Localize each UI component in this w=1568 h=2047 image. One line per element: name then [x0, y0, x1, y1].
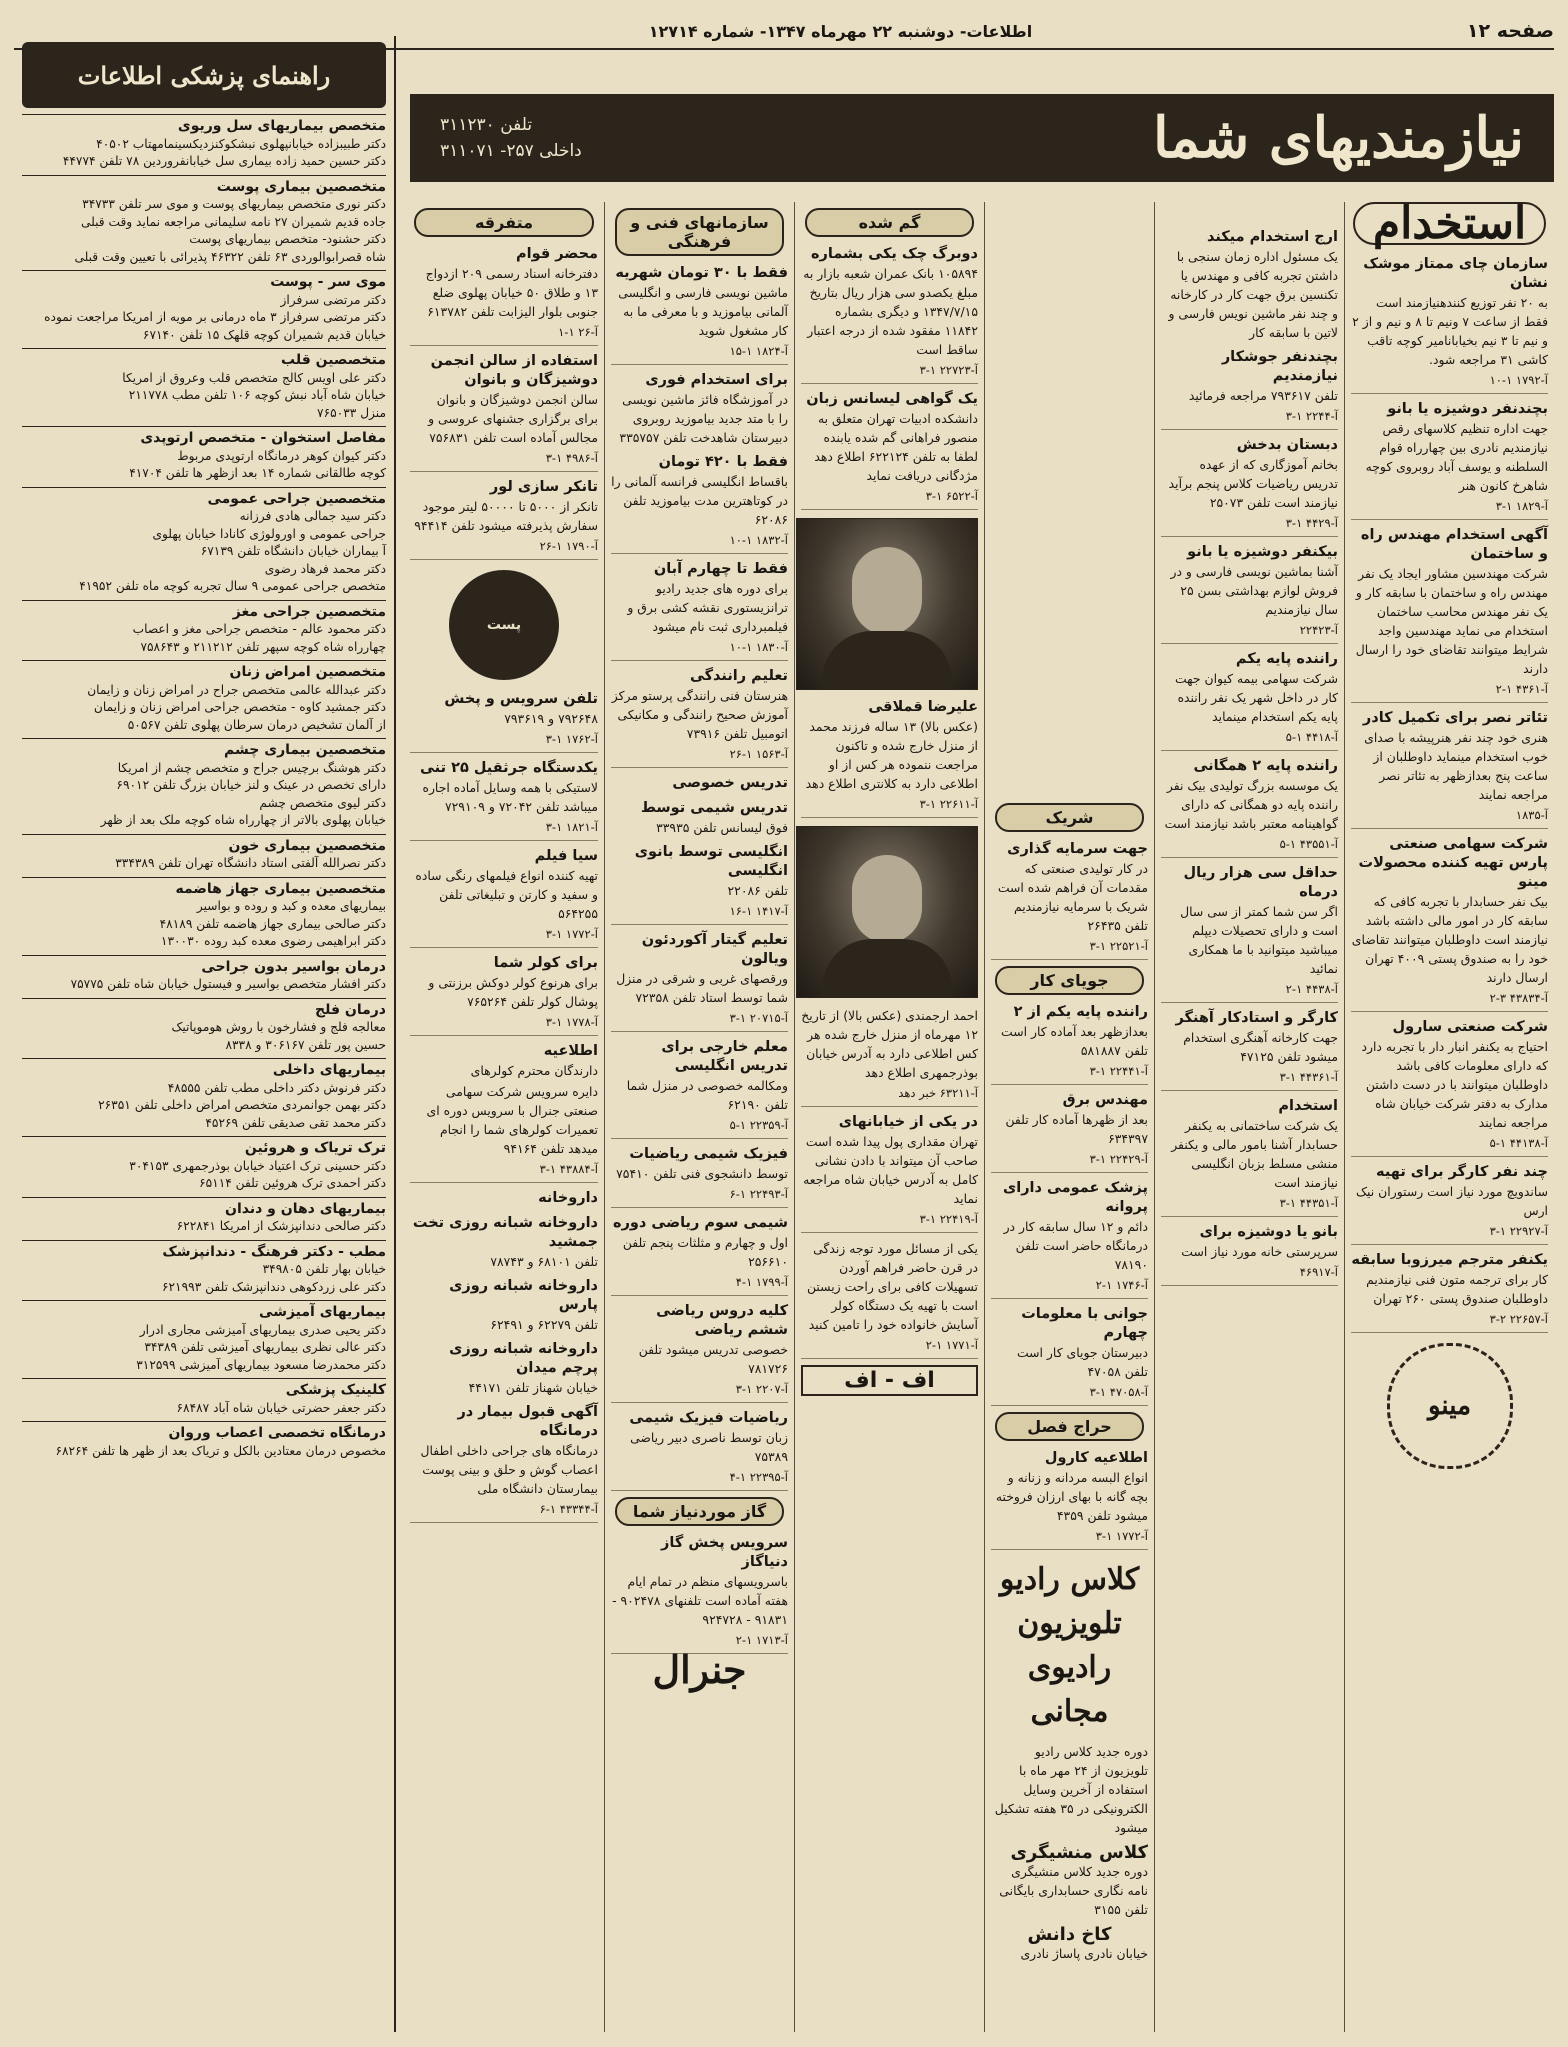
partner-heading: شریک [995, 803, 1144, 832]
ad-title: راننده پایه ۲ همگانی [1193, 758, 1338, 774]
ad-body: سرپرستی خانه مورد نیاز است [1181, 1244, 1338, 1259]
medical-listing: دکتر مرتضی سرفراز [280, 292, 386, 307]
ad-title: داروخانه شبانه روزی تخت جمشید [412, 1215, 598, 1250]
misc-ads [410, 245, 598, 1523]
ad-title: شیمی سوم ریاضی دوره [613, 1215, 788, 1231]
medical-listing: دکتر جمشید کاوه - متخصص جراحی امراض زنان و زایمان [93, 700, 386, 714]
gas-ad-title: سرویس پخش گاز دنیاگاز [661, 1535, 788, 1570]
medical-listing: دکتر سید جمالی هادی فرزانه [239, 509, 386, 523]
ad-title: انگلیسی توسط بانوی انگلیسی [634, 844, 788, 879]
ad-code: آ-۱۷۷۲ ۱-۳ [410, 925, 598, 948]
ad-body: هنرستان فنی رانندگی پرستو مرکز آموزش صحیح رانندگی و مکانیکی اتومبیل تلفن ۷۳۹۱۶ [611, 688, 788, 741]
medical-listing: از آلمان تشخیص درمان سرطان پهلوی تلفن ۵۰۵۶۷ [127, 717, 386, 732]
ad-title: داروخانه [538, 1190, 598, 1206]
sale-ad-title: اطلاعیه کارول [1044, 1450, 1148, 1466]
medical-section-title: ترک تریاک و هروئین [22, 1136, 386, 1158]
ad-code: آ-۴۴۳۶۱ ۱-۳ [1161, 1068, 1338, 1091]
medical-listing: جاده قدیم شمیران ۲۷ نامه سلیمانی مراجعه نماید وقت قبلی [80, 214, 386, 229]
ad-body: خیابان شهناز تلفن ۴۴۱۷۱ [468, 1380, 598, 1395]
medical-listing: دکتر کیوان کوهر درمانگاه ارتوپدی مربوط [177, 448, 386, 463]
medical-listing: دکتر جعفر حضرتی خیابان شاه آباد ۶۸۴۸۷ [176, 1400, 386, 1415]
ad-body: شرکت سهامی بیمه کیوان جهت کار در داخل شهر یک نفر راننده پایه یکم استخدام مینماید [1175, 671, 1338, 724]
ad-code: آ-۱۷۹۲ ۱-۱۰ [1351, 371, 1548, 394]
ad-body: بخانم آموزگاری که از عهده تدریس ریاضیات کلاس پنجم برآید نیازمند است تلفن ۲۵۰۷۳ [1168, 457, 1338, 510]
ad-body: تانکر از ۵۰۰۰ تا ۵۰۰۰۰ لیتر موجود سفارش پذیرفته میشود تلفن ۹۴۴۱۴ [414, 499, 598, 533]
medical-section-title: متخصصین بیماری جهاز هاضمه [22, 877, 386, 899]
ad-code: آ-۴۴۳۸ ۱-۲ [1161, 980, 1338, 1003]
medical-listing: جراحی عمومی و اورولوژی کانادا خیابان پهلوی [152, 526, 386, 541]
medical-section-title: متخصصین امراض زنان [22, 660, 386, 682]
ad-title: استخدام [1278, 1098, 1338, 1114]
ad-title: برای کولر شما [493, 955, 598, 971]
medical-listing: منزل ۷۶۵۰۳۳ [317, 405, 386, 420]
ad-title: دبستان بدخش [1236, 437, 1338, 453]
medical-listing: دکتر صالحی دندانپزشک از امریکا ۶۲۲۸۴۱ [176, 1219, 386, 1233]
ad-body: تهران مقداری پول پیدا شده است صاحب آن میتواند با دادن نشانی کامل به آدرس خیابان شاه مراجعه نماید [803, 1134, 978, 1206]
ad-code: آ-۱۷۴۶ ۱-۲ [991, 1276, 1148, 1299]
ad-code: آ-۴۷۰۵۸ ۱-۳ [991, 1383, 1148, 1406]
ad-body: دایره سرویس شرکت سهامی صنعتی جنرال با سرویس دوره ای تعمیرات کولرهای شما را انجام میدهد تلفن ۹۴۱۶۴ [426, 1084, 598, 1156]
ad-code: آ-۶۳۲۱۱ خبر دهد [801, 1084, 978, 1107]
ad-body: یک مسئول اداره زمان سنجی با داشتن تجربه کافی و مهندس یا تکنسین برق جهت کار در کارخانه و چند نفر ماشین نویس فارسی و لاتین با سابقه کار [1168, 249, 1338, 340]
medical-listing: خیابان پهلوی بالاتر از چهارراه شاه کوچه ملک بعد از ظهر [100, 813, 386, 827]
ad-title: شرکت سهامی صنعتی پارس تهیه کننده محصولات مینو [1358, 836, 1548, 890]
ad-body: شرکت مهندسین مشاور ایجاد یک نفر مهندس راه و ساختمان با سابقه کار و یک نفر مهندس محاسب ساختمان استخدام می نماید مهندسین واجد شرایط میتوانند تقاضای خود را ارسال دارند [1355, 566, 1548, 676]
medical-section-title: متخصصین بیماری خون [22, 834, 386, 856]
minu-badge: مینو [1387, 1343, 1513, 1469]
ad-body: کار برای ترجمه متون فنی نیازمندیم داوطلبان صندوق پستی ۲۶۰ تهران [1366, 1272, 1548, 1306]
medical-listing: بیماریهای معده و کبد و روده و بواسیر [196, 899, 386, 913]
ad-body: برای هرنوع کولر دوکش برزنتی و پوشال کولر تلفن ۷۶۵۲۶۴ [428, 975, 598, 1009]
photo-body [822, 939, 952, 997]
ad-body: احمد ارجمندی (عکس بالا) از تاریخ ۱۲ مهرماه از منزل خارج شده هر کس اطلاعی دارد به آدرس خیابان بوذرجمهری اطلاع دهد [801, 1008, 978, 1080]
ad-code: آ-۲۲۴۱۹ ۱-۳ [801, 1210, 978, 1233]
column-employment-2 [1154, 202, 1344, 2032]
medical-section-title: موی سر - پوست [22, 270, 386, 292]
gas-ad-body: باسرویسهای منظم در تمام ایام هفته آماده است تلفنهای ۹۰۲۴۷۸ - ۹۱۸۳۱ - ۹۲۴۷۲۸ [612, 1574, 788, 1627]
radio-line-4: مجانی [1030, 1694, 1109, 1729]
medical-section-title: کلینیک پزشکی [22, 1378, 386, 1400]
ad-body: تلفن ۷۹۳۶۱۷ مراجعه فرمائید [1188, 388, 1338, 403]
ad-body: بعدازظهر بعد آماده کار است تلفن ۵۸۱۸۸۷ [1001, 1024, 1148, 1058]
ad-code: آ-۱۸۳۰ ۱-۱۰ [611, 638, 788, 661]
ad-code: آ-۴۴۱۸ ۱-۵ [1161, 728, 1338, 751]
ad-title: تعلیم رانندگی [689, 668, 788, 684]
ad-title: حداقل سی هزار ریال درماه [1183, 865, 1338, 900]
photo-face [852, 547, 922, 635]
medical-listing: دکتر صالحی بیماری جهاز هاضمه تلفن ۴۸۱۸۹ [159, 916, 386, 931]
ad-title: کارگر و استادکار آهنگر [1175, 1010, 1338, 1026]
ad-code: آ-۱۸۲۱ ۱-۳ [410, 818, 598, 841]
ad-code: آ-۲۲۶۵۷ ۲-۳ [1351, 1310, 1548, 1333]
lost-found-heading: گم شده [805, 208, 974, 237]
photo-body [822, 631, 952, 689]
radio-line-1: کلاس رادیو [999, 1562, 1140, 1597]
ad-body: درمانگاه های جراحی داخلی اطفال اعصاب گوش و حلق و بینی پوست بیمارستان دانشگاه ملی [420, 1443, 598, 1496]
ad-title: شرکت صنعتی سارول [1392, 1019, 1548, 1035]
medical-listing: دکتر فرنوش دکتر داخلی مطب تلفن ۴۸۵۵۵ [167, 1080, 386, 1095]
medical-section-title: متخصصین جراحی مغز [22, 600, 386, 622]
medical-listing: حسین پور تلفن ۳۰۶۱۶۷ و ۸۳۳۸ [225, 1037, 386, 1052]
partner-ad-body: در کار تولیدی صنعتی که مقدمات آن فراهم شده است شریک با سرمایه نیازمندیم تلفن ۲۶۴۳۵ [997, 861, 1148, 933]
medical-listing: دکتر احمدی ترک هروئین تلفن ۶۵۱۱۴ [199, 1176, 386, 1190]
ad-title: ارج استخدام میکند [1206, 229, 1338, 245]
ad-title: آگهی قبول بیمار در درمانگاه [457, 1404, 598, 1439]
ad-title: مهندس برق [1062, 1092, 1148, 1108]
ad-body: یک موسسه بزرگ تولیدی بیک نفر راننده پایه دو همگانی که دارای گواهینامه معتبر باشد نیازمند است [1164, 778, 1338, 831]
ad-code: آ-۲۶ ۱-۱ [410, 323, 598, 346]
ad-code: آ-۴۳۶۱ ۱-۲ [1351, 680, 1548, 703]
medical-section-title: درمان فلج [22, 998, 386, 1020]
medical-section-title: متخصصین قلب [22, 348, 386, 370]
medical-listing: دکتر محمد فرهاد رضوی [264, 561, 386, 576]
ad-body: زبان توسط ناصری دبیر ریاضی ۷۵۳۸۹ [630, 1430, 788, 1464]
ad-title: داروخانه شبانه روزی پرچم میدان [449, 1341, 598, 1376]
ad-body: یکی از مسائل مورد توجه زندگی در قرن حاضر فراهم آوردن تسهیلات کافی برای راحت زیستن است با تهیه یک دستگاه کولر آسایش خانواده خود را تامین کنید [806, 1241, 978, 1332]
ad-title: بچندنفر جوشکار نیازمندیم [1221, 349, 1338, 384]
ad-code: آ-۲۰۷۱۵ ۱-۳ [611, 1009, 788, 1032]
ad-title: راننده پایه یکم [1235, 651, 1338, 667]
continuation-spacer [991, 367, 1148, 797]
ad-title: علیرضا قملاقی [868, 699, 978, 715]
medical-section-title: مطب - دکتر فرهنگ - دندانپزشک [22, 1240, 386, 1262]
secretary-class-body: دوره جدید کلاس منشیگری نامه نگاری حسابداری بایگانی تلفن ۳۱۵۵ [999, 1864, 1148, 1917]
sale-heading: حراج فصل [995, 1412, 1144, 1441]
ad-code: آ-۴۳۵۵۱ ۱-۵ [1161, 835, 1338, 858]
medical-listing: آ بیماران خیابان دانشگاه تلفن ۶۷۱۳۹ [200, 544, 386, 558]
secretary-class-title: کلاس منشیگری [1010, 1842, 1148, 1863]
ad-title: بچندنفر دوشیزه یا بانو [1387, 401, 1548, 417]
medical-listing: دکتر علی اویس کالج متخصص قلب وعروق از امریکا [122, 370, 386, 385]
ad-title: تدریس شیمی توسط [640, 800, 788, 816]
classifieds-area [404, 62, 1554, 2032]
newspaper-page [14, 14, 1554, 2033]
ad-body: تلفن ۲۲۰۸۶ [727, 883, 788, 898]
kakh-danesh-title: کاخ دانش [1027, 1924, 1112, 1945]
ad-title: اطلاعیه [543, 1043, 598, 1059]
ad-title: تانکر سازی لور [489, 479, 598, 495]
ad-title: تلفن سرویس و پخش [444, 691, 598, 707]
cultural-ads [611, 264, 788, 1491]
column-cultural [604, 202, 794, 2032]
ad-code: آ-۴۳۳۴۴ ۱-۶ [410, 1500, 598, 1523]
job-seekers-heading: جویای کار [995, 966, 1144, 995]
missing-person-photo [796, 518, 978, 690]
upper-spacer [991, 202, 1148, 342]
ad-code: آ-۲۲۴۲۳ [1161, 621, 1338, 644]
medical-listing: دکتر هوشنگ برچیس جراح و متخصص چشم از امریکا [117, 760, 386, 775]
ad-body: به ۲۰ نفر توزیع کنندهنیازمند است فقط از ساعت ۷ ونیم تا ۸ و نیم و از ۲ و نیم تا ۳ نیم بخیابانامیر کوچه تاقب کاشی ۳۱ مراجعه شود. [1352, 295, 1548, 367]
ad-body: خصوصی تدریس میشود تلفن ۷۸۱۷۲۶ [638, 1342, 788, 1376]
kakh-danesh-body: خیابان نادری پاساژ نادری [1020, 1946, 1148, 1961]
ad-code: آ-۲۲۴۴۱ ۱-۳ [991, 1062, 1148, 1085]
medical-listing: دکتر حسین حمید زاده بیماری سل خیابانفروردین ۷۸ تلفن ۴۴۷۷۴ [62, 154, 386, 168]
ad-body: توسط دانشجوی فنی تلفن ۷۵۴۱۰ [616, 1166, 788, 1181]
misc-heading: متفرقه [414, 208, 594, 237]
ad-body: در آموزشگاه فائز ماشین نویسی را با متد جدید بیاموزید روبروی دبیرستان شاهدخت تلفن ۳۳۵۷۵۷ [619, 392, 788, 445]
medical-listing: دکتر طبیبزاده خیابانپهلوی نبشکوکنزدیکسینمامهتاب ۴۰۵۰۲ [96, 136, 386, 151]
medical-listing: دکتر عبدالله عالمی متخصص جراح در امراض زنان و زایمان [87, 682, 386, 697]
medical-listing: دکتر حشنود- متخصص بیماریهای پوست [189, 232, 386, 246]
radio-class-ad [991, 1558, 1148, 1734]
ad-title: تئاتر نصر برای تکمیل کادر [1362, 710, 1548, 726]
medical-listing: دکتر نوری متخصص بیماریهای پوست و موی سر تلفن ۳۴۷۳۳ [82, 197, 386, 211]
ad-title: داروخانه شبانه روزی پارس [449, 1278, 598, 1313]
column-lost-found [794, 202, 984, 2032]
cultural-heading: سازمانهای فنی و فرهنگی [615, 208, 784, 256]
ad-code: آ-۲۲۴۴ ۱-۳ [1161, 407, 1338, 430]
ad-title: سازمان چای ممتاز موشک نشان [1363, 256, 1548, 291]
ad-title: جوانی با معلومات چهارم [1021, 1306, 1148, 1341]
ad-body: ورقصهای غربی و شرقی در منزل شما توسط استاد تلفن ۷۲۳۵۸ [616, 971, 788, 1005]
ad-code: آ-۲۲۰۷ ۱-۳ [611, 1380, 788, 1403]
page-number: صفحه ۱۲ [1466, 20, 1554, 42]
ad-body: ۱۰۵۸۹۴ بانک عمران شعبه بازار به مبلغ یکصدو سی هزار ریال بتاریخ ۱۳۴۷/۷/۱۵ و دیگری بشماره ۱۱۸۴۲ مفقود شده از درجه اعتبار ساقط است [803, 266, 978, 357]
medical-guide-list [14, 114, 394, 1460]
sale-ad-body: انواع البسه مردانه و زنانه و بچه گانه با بهای ارزان فروخته میشود تلفن ۴۳۵۹ [995, 1470, 1148, 1523]
ad-body: ومکالمه خصوصی در منزل شما تلفن ۶۲۱۹۰ [626, 1078, 788, 1112]
ad-code: آ-۱۵۶۳ ۱-۲۶ [611, 745, 788, 768]
ad-code: آ-۲۲۴۹۳ ۱-۶ [611, 1185, 788, 1208]
banner-phones [410, 112, 582, 164]
ad-title: کلیه دروس ریاضی ششم ریاضی [656, 1303, 788, 1338]
ad-code: آ-۴۴۳۵۱ ۱-۳ [1161, 1194, 1338, 1217]
ad-code: آ-۴۶۹۱۷ [1161, 1263, 1338, 1286]
ad-code: آ-۲۲۳۵۹ ۱-۵ [611, 1116, 788, 1139]
ad-code: آ-۱۷۹۹ ۱-۴ [611, 1273, 788, 1296]
ad-code: آ-۶۵۲۲ ۱-۳ [801, 487, 978, 510]
ad-title: بانو یا دوشیزه برای [1199, 1224, 1338, 1240]
gas-heading: گاز موردنیاز شما [615, 1497, 784, 1526]
medical-section-title: متخصصین جراحی عمومی [22, 487, 386, 509]
ad-body: احتیاج به یکنفر انبار دار با تجربه دارد که دارای معلومات کافی باشد داوطلبان میتوانند با در دست داشتن مدارک به دفتر شرکت خیابان شاه مراجعه نمایند [1361, 1039, 1548, 1130]
banner-title: نیازمندیهای شما [1152, 105, 1524, 171]
ad-code: آ-۱۷۶۲ ۱-۳ [410, 730, 598, 753]
ad-code: آ-۱۴۱۷ ۱-۱۶ [611, 902, 788, 925]
ad-body: دارندگان محترم کولرهای [470, 1063, 598, 1078]
radio-line-2: تلویزیون [1017, 1606, 1122, 1641]
ad-code: آ-۱۷۹۰ ۱-۲۶ [410, 537, 598, 560]
ad-body: ۷۹۲۶۴۸ و ۷۹۳۶۱۹ [504, 711, 598, 726]
gas-ad-code: آ-۱۷۱۳ ۱-۲ [611, 1631, 788, 1654]
hire-ad-title [991, 348, 1148, 367]
ofof-ad-logo: اف - اف [801, 1365, 978, 1396]
ad-title: تعلیم گیتار آکوردئون ویالون [641, 932, 788, 967]
column-employment [1344, 202, 1554, 2032]
ad-code: آ-۱۷۷۱ ۱-۲ [801, 1336, 978, 1359]
ad-body: فوق لیسانس تلفن ۳۳۹۳۵ [656, 820, 788, 835]
ad-code: آ-۱۸۳۵ [1351, 806, 1548, 829]
medical-listing: کوچه طالقانی شماره ۱۴ بعد ازظهر ها تلفن ۴۱۷۰۴ [129, 466, 386, 480]
ad-title: فقط با ۳۰ تومان شهریه [615, 265, 788, 281]
medical-listing: دکتر علی زردکوهی دندانپزشک تلفن ۶۲۱۹۹۳ [161, 1279, 386, 1294]
medical-listing: دکتر لیوی متخصص چشم [259, 795, 386, 810]
classifieds-banner [410, 94, 1554, 182]
ad-title: راننده پایه یکم از ۲ [1013, 1004, 1148, 1020]
ad-title: محضر قوام [516, 246, 598, 262]
company-logo: پست [449, 570, 559, 680]
medical-listing: دکتر نصرالله آلفتی استاد دانشگاه تهران تلفن ۳۳۴۳۸۹ [115, 856, 386, 870]
ad-body: تلفن ۶۸۱۰۱ و ۷۸۷۴۳ [490, 1254, 598, 1269]
medical-section-title: بیماریهای داخلی [22, 1058, 386, 1080]
missing-person-photo [796, 826, 978, 998]
medical-section-title: متخصص بیماریهای سل وریوی [22, 114, 386, 136]
ad-body: دبیرستان جویای کار است تلفن ۴۷۰۵۸ [1017, 1345, 1148, 1379]
ad-title: بیکنفر دوشیزه یا بانو [1187, 544, 1338, 560]
medical-listing: دکتر مرتضی سرفراز ۳ ماه درمانی بر مویه از امریکا مراجعت نموده خیابان قدیم شمیران کوچه قلهک ۱۵ تلفن ۶۷۱۴۰ [44, 310, 386, 342]
issue-line: اطلاعات- دوشنبه ۲۲ مهرماه ۱۳۴۷- شماره ۱۲۷۱۴ [648, 21, 1033, 41]
ad-code: آ-۴۴۱۳۸ ۱-۵ [1351, 1134, 1548, 1157]
employment-ads [1351, 255, 1548, 1333]
ad-body: یک شرکت ساختمانی به یکنفر حسابدار آشنا بامور مالی و یکنفر منشی مسلط بزبان انگلیسی نیازمند است [1171, 1118, 1338, 1190]
employment-ads-2 [1161, 228, 1338, 1286]
ad-title: فقط با ۴۲۰ تومان [658, 454, 788, 470]
medical-listing: دکتر محمود عالم - متخصص جراحی مغز و اعصاب [132, 622, 386, 636]
ad-title: آگهی استخدام مهندس راه و ساختمان [1360, 527, 1548, 562]
ad-body: لاستیکی با همه وسایل آماده اجاره میباشد تلفن ۷۲۰۴۲ و ۷۲۹۱۰۹ [422, 780, 598, 814]
ad-code: آ-۱۸۲۹ ۱-۳ [1351, 497, 1548, 520]
ad-body: (عکس بالا) ۱۳ ساله فرزند محمد از منزل خارج شده و تاکنون مراجعت ننموده هر کس از او اطلاعی دارد به کلانتری اطلاع دهد [805, 719, 978, 791]
medical-section-title: درمان بواسیر بدون جراحی [22, 955, 386, 977]
ad-title: معلم خارجی برای تدریس انگلیسی [661, 1039, 788, 1074]
ad-body: هنری خود چند نفر هنرپیشه با صدای خوب استخدام مینماید داوطلبان از ساعت پنج بعدازظهر به تئاتر نصر مراجعه نمایند [1364, 730, 1548, 802]
medical-section-title: بیماریهای دهان و دندان [22, 1197, 386, 1219]
ad-body: باقساط انگلیسی فرانسه آلمانی را در کوتاهترین مدت بیاموزید تلفن ۶۲۰۸۶ [611, 474, 788, 527]
medical-listing: خیابان بهار تلفن ۳۴۹۸۰۵ [262, 1262, 386, 1276]
ad-body: تهیه کننده انواع فیلمهای رنگی ساده و سفید و کارتن و تبلیغاتی تلفن ۵۶۴۲۵۵ [415, 868, 598, 921]
medical-section-title: مفاصل استخوان - متخصص ارتوپدی [22, 426, 386, 448]
column-misc [404, 202, 604, 2032]
ad-title: تدریس خصوصی [672, 775, 788, 791]
ad-body: ماشین نویسی فارسی و انگلیسی آلمانی بیاموزید و با معرفی ما به کار مشغول شوید [618, 285, 788, 338]
medical-listing: دکتر افشار متخصص بواسیر و فیستول خیابان شاه تلفن ۷۵۷۷۵ [70, 977, 386, 991]
ad-code: آ-۲۲۴۲۹ ۱-۳ [991, 1150, 1148, 1173]
ad-body: دانشکده ادبیات تهران متعلق به منصور فراهانی گم شده یابنده لطفا به تلفن ۶۲۲۱۲۴ اطلاع دهد مژدگانی دریافت نماید [814, 411, 978, 483]
ad-title: دوبرگ چک یکی بشماره [810, 246, 978, 262]
medical-section-title: درمانگاه تخصصی اعصاب وروان [22, 1421, 386, 1443]
ad-code: آ-۴۹۸۶ ۱-۳ [410, 449, 598, 472]
medical-listing: دکتر حسینی ترک اعتیاد خیابان بوذرجمهری ۳۰۴۱۵۳ [129, 1158, 386, 1173]
partner-ad-title: جهت سرمایه گذاری [1007, 841, 1148, 857]
ad-body: بیک نفر حسابدار با تجربه کافی که سابقه کار در امور مالی داشته باشد نیازمند است داوطلبان میتوانند تقاضای خود را به صندوق پستی ۴۰۰۹ تهران ارسال دارند [1351, 894, 1548, 985]
ad-body: بعد از ظهرها آماده کار تلفن ۶۳۴۳۹۷ [1005, 1112, 1148, 1146]
ad-columns [404, 202, 1554, 2032]
ad-title: استفاده از سالن انجمن دوشیزگان و بانوان [430, 353, 598, 388]
medical-listing: دکتر ابراهیمی رضوی معده کبد روده ۱۳۰۰۳۰ [160, 934, 386, 948]
ad-code: آ-۲۲۷۲۳ ۱-۳ [801, 361, 978, 384]
ad-code: آ-۲۲۹۲۷ ۱-۳ [1351, 1222, 1548, 1245]
banner-phone: تلفن ۳۱۱۲۳۰ [440, 115, 533, 135]
medical-guide-sidebar [14, 36, 396, 2032]
medical-listing: مخصوص درمان معتادین بالکل و تریاک بعد از ظهر ها تلفن ۶۸۲۶۴ [55, 1443, 386, 1458]
medical-listing: متخصص جراحی عمومی ۹ سال تجربه کوچه ماه تلفن ۴۱۹۵۲ [79, 579, 386, 593]
ad-title: یکدستگاه جرثقیل ۲۵ تنی [420, 760, 598, 776]
partner-ad-code: آ-۲۲۵۲۱ ۱-۳ [991, 937, 1148, 960]
ad-body: اگر سن شما کمتر از سی سال است و دارای تحصیلات دیپلم میباشید میتوانید با ما همکاری نمائید [1180, 904, 1338, 976]
ad-title: یک گواهی لیسانس زبان [806, 391, 978, 407]
medical-listing: معالجه فلج و فشارخون با روش هوموپاتیک [171, 1020, 386, 1034]
ad-code: آ-۱۸۲۴ ۱-۱۵ [611, 342, 788, 365]
lost-found-ads [801, 245, 978, 1359]
ad-body: دفترخانه اسناد رسمی ۲۰۹ ازدواج ۱۳ و طلاق ۵۰ خیابان پهلوی ضلع جنوبی بلوار الیزابت تلفن ۶۱۳۷۸۲ [425, 266, 598, 319]
ad-title: ریاضیات فیزیک شیمی [629, 1410, 788, 1426]
employment-heading: استخدام [1353, 202, 1546, 245]
ad-body: برای دوره های جدید رادیو ترانزیستوری نقشه کشی برق و فیلمبرداری ثبت نام میشود [627, 581, 788, 634]
medical-listing: خیابان شاه آباد نبش کوچه ۱۰۶ تلفن مطب ۲۱۱۷۷۸ [128, 388, 386, 402]
ad-title: سیا فیلم [534, 848, 598, 864]
ad-body: اول و چهارم و مثلثات پنجم تلفن ۲۵۶۶۱۰ [622, 1235, 788, 1269]
ad-title: پزشک عمومی دارای پروانه [1002, 1180, 1148, 1215]
ad-body: سالن انجمن دوشیزگان و بانوان برای برگزاری جشنهای عروسی و مجالس آماده است تلفن ۷۵۶۸۳۱ [428, 392, 598, 445]
ad-title: چند نفر کارگر برای تهیه [1376, 1164, 1548, 1180]
column-partnership [984, 202, 1154, 2032]
ad-code: آ-۲۲۳۹۵ ۱-۴ [611, 1468, 788, 1491]
ad-title: در یکی از خیابانهای [838, 1114, 978, 1130]
medical-listing: دکتر بهمن جوانمردی متخصص امراض داخلی تلفن ۲۶۳۵۱ [98, 1098, 386, 1112]
ad-body: تلفن ۶۲۲۷۹ و ۶۲۴۹۱ [490, 1317, 598, 1332]
ad-title: فقط تا چهارم آبان [653, 561, 788, 577]
medical-listing: چهارراه شاه کوچه سپهر تلفن ۲۱۱۲۱۲ و ۷۵۸۶۴۳ [140, 639, 386, 654]
banner-phone-ext: داخلی ۲۵۷- ۳۱۱۰۷۱ [440, 141, 582, 161]
ad-code: آ-۴۳۸۳۴ ۳-۲ [1351, 989, 1548, 1012]
medical-listing: دکتر عالی نظری بیماریهای آمیزشی تلفن ۳۴۳۸۹ [144, 1340, 386, 1354]
ad-code: آ-۴۴۲۹ ۱-۳ [1161, 514, 1338, 537]
medical-listing: دارای تخصص در عینک و لنز خیابان بزرگ تلفن ۶۹۰۱۲ [116, 778, 386, 792]
ad-code: آ-۴۳۸۸۴ ۱-۳ [410, 1160, 598, 1183]
ad-body: آشنا بماشین نویسی فارسی و در فروش لوازم بهداشتی بسن ۲۵ سال نیازمندیم [1170, 564, 1338, 617]
sale-ad-code: آ-۱۷۷۲ ۱-۳ [991, 1527, 1148, 1550]
radio-ad-body: دوره جدید کلاس رادیو تلویزیون از ۲۴ مهر ماه با استفاده از آخرین وسایل الکترونیکی در ۳۵ هفته تشکیل میشود [994, 1744, 1148, 1835]
ad-body: جهت اداره تنظیم کلاسهای رقص نیازمندیم نادری بین چهارراه قوام السلطنه و یوسف آباد روبروی کوچه شاهرخ کانون هنر [1365, 421, 1548, 493]
general-logo: جنرال [652, 1647, 747, 1692]
radio-line-3: رادیوی [1027, 1650, 1112, 1685]
ad-body: جهت کارخانه آهنگری استخدام میشود تلفن ۴۷۱۲۵ [1183, 1030, 1338, 1064]
ad-title: فیزیک شیمی ریاضیات [629, 1146, 788, 1162]
photo-face [852, 855, 922, 943]
job-seekers-ads [991, 1003, 1148, 1406]
ad-body: دائم و ۱۲ سال سابقه کار در درمانگاه حاضر است تلفن ۷۸۱۹۰ [1003, 1219, 1148, 1272]
ad-body: ساندویچ مورد نیاز است رستوران نیک ارس [1355, 1184, 1548, 1218]
medical-guide-title: راهنمای پزشکی اطلاعات [22, 42, 386, 108]
medical-section-title: متخصصین بیماری پوست [22, 175, 386, 197]
medical-listing: دکتر یحیی صدری بیماریهای آمیزشی مجاری ادرار [139, 1322, 386, 1337]
ad-code: آ-۱۷۷۸ ۱-۳ [410, 1013, 598, 1036]
ad-title: برای استخدام فوری [645, 372, 788, 388]
medical-listing: دکتر محمدرضا مسعود بیماریهای آمیزشی ۳۱۲۵۹۹ [136, 1357, 386, 1372]
medical-section-title: متخصصین بیماری چشم [22, 738, 386, 760]
medical-section-title: بیماریهای آمیزشی [22, 1300, 386, 1322]
ad-title: یکنفر مترجم میرزوبا سابقه [1351, 1252, 1548, 1268]
ad-code: آ-۲۲۶۱۱ ۱-۳ [801, 795, 978, 818]
ad-code: آ-۱۸۳۲ ۱-۱۰ [611, 531, 788, 554]
medical-listing: دکتر محمد تقی صدیقی تلفن ۴۵۲۶۹ [205, 1115, 386, 1130]
medical-listing: شاه قصرابوالوردی ۶۳ تلفن ۴۶۳۲۲ پذیرائی با تعیین وقت قبلی [74, 249, 386, 264]
